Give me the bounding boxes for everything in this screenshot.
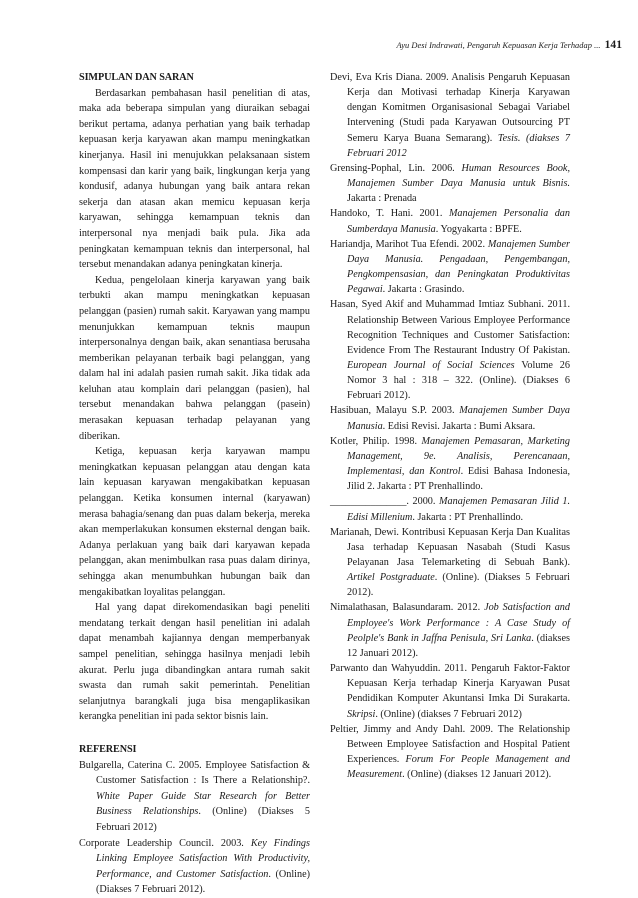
reference-text: Peltier, Jimmy and Andy Dahl. 2009. The Relationship Between Employee Satisfaction and Hospital Patient Experiences. [330, 723, 570, 766]
right-column [330, 70, 570, 782]
paragraph: Ketiga, kepuasan kerja karyawan mampu meningkatkan kepuasan pelanggan atau dengan kata lain kepuasan karyawan mengakibatkan kepuasan pelanggan. Ketika konsumen internal (karyawan) merasa bahagia/senang dan puas dalam bekerja, mereka akan memperlakukan konsumen eksternal dengan baik. Adanya perlakuan yang baik dari karyawan kepada pelanggan, akan menimbulkan rasa puas dalam dirinya, sehingga akan menumbuhkan hubungan baik dan mengakibatkan loyalitas pelanggan. [79, 446, 310, 598]
section-heading-simpulan: SIMPULAN DAN SARAN [79, 72, 194, 83]
reference-title: Manajemen Pemasaran, Marketing Management, 9e. Analisis, Perencanaan, Implementasi, dan Kontrol [347, 435, 570, 478]
paragraph: Hal yang dapat direkomendasikan bagi peneliti mendatang terkait dengan hasil penelitian ini adalah dapat menambah kajiannya dengan memperbanyak sampel penelitian, sehingga hasilnya menjadi lebih akurat. Perlu juga dibandingkan antara rumah sakit swasta dan rumah sakit pemerintah. Penelitian selanjutnya barangkali juga bisa mengaplikasikan kerangka penelitian ini pada sektor bisnis lain. [79, 602, 310, 723]
reference-text: . (diakses 12 Januari 2012). [347, 632, 570, 659]
reference-entry [330, 434, 570, 495]
reference-entry [330, 206, 570, 236]
reference-text: . Jakarta : PT Prenhallindo. [412, 511, 524, 523]
reference-text: Grensing-Pophal, Lin. 2006. [330, 162, 462, 174]
reference-text: Nimalathasan, Balasundaram. 2012. [330, 602, 485, 614]
reference-text: Marianah, Dewi. Kontribusi Kepuasan Kerja Dan Kualitas Jasa terhadap Kepuasan Nasabah (Studi Kasus Pelayanan Jasa Telemarketing di Sebuah Bank). [330, 526, 570, 568]
reference-entry [330, 494, 570, 524]
reference-text: Jakarta : Prenada [347, 193, 417, 205]
reference-title: Manajemen Sumber Daya Manusia. Pengadaan, Pengembangan, Pengkompensasian, dan Peningkatan Produktivitas Pegawai [347, 238, 570, 296]
reference-text: . Jakarta : Grasindo. [382, 284, 465, 296]
page-number: 141 [604, 39, 622, 51]
reference-entry [330, 661, 570, 722]
reference-text: Parwanto dan Wahyuddin. 2011. Pengaruh Faktor-Faktor Kepuasan Kerja terhadap Kinerja Karyawan Pusat Pendidikan Komputer Akuntansi Imka Di Surakarta. [330, 663, 570, 705]
reference-title: Key Findings Linking Employee Satisfaction With Productivity, Performance, and Customer Satisfaction [96, 837, 310, 880]
reference-text: . (Online) (Diakses 7 Februari 2012). [96, 868, 310, 896]
paragraph: Berdasarkan pembahasan hasil penelitian di atas, maka ada beberapa simpulan yang diuraikan sebagai berikut pertama, adanya perhatian yang baik terhadap kepuasan kerja karyawan akan mampu meningkatkan kinerjanya. Hasil ini menujukkan pelaksanaan sistem kompensasi dan karir yang baik, lingkungan kerja yang kondusif, adanya hubungan yang baik antara rekan sekerja dan atasan akan memicu kepuasan kerja karyawan, sehingga kemampuan teknis dan interpersonal nya menjadi baik pula. Jika ada peningkatan kemampuan teknis dan interpersonal, hal tersebut menandakan adanya peningkatan kinerja. [79, 87, 310, 271]
reference-title: Job Satisfaction and Employee's Work Performance : A Case Study of Peolple's Bank in Jaffna Penisula, Sri Lanka [347, 602, 570, 644]
reference-text: _______________. 2000. [330, 496, 440, 508]
reference-text: Hasan, Syed Akif and Muhammad Imtiaz Subhani. 2011. Relationship Between Various Employee Performance Recognition Techniques and Customer Satisfaction: Evidence From The Restaurant Industry Of Pakistan. [330, 299, 570, 356]
reference-text: Handoko, T. Hani. 2001. [330, 208, 449, 220]
reference-text: . (Online) (diakses 7 Februari 2012) [375, 708, 522, 720]
running-header [0, 39, 622, 51]
reference-text: Bulgarella, Caterina C. 2005. Employee Satisfaction & Customer Satisfaction : Is There a Relationship?. [79, 759, 310, 787]
reference-entry [330, 70, 570, 161]
reference-text: Hariandja, Marihot Tua Efendi. 2002. [330, 238, 488, 250]
reference-text: . (Online) (diakses 12 Januari 2012). [402, 769, 552, 781]
reference-entry [330, 161, 570, 206]
reference-text: . (Online) (Diakses 5 Februari 2012) [96, 806, 310, 833]
left-column [79, 70, 310, 898]
reference-entry [330, 600, 570, 661]
reference-entry [330, 297, 570, 403]
paragraph: Kedua, pengelolaan kinerja karyawan yang baik terbukti akan mampu meningkatkan kepuasan pelanggan (pasien) rumah sakit. Karyawan yang mampu menunjukkan kemampuan teknis maupun interpersonalnya dengan baik, akan senantiasa berusaha memberikan pelayanan terbaik bagi pelanggan, yang dalam hal ini adalah pasien rumah sakit. Jika tidak ada keluhan atau komplain dari pelanggan (pasien), hal tersebut menandakan bahwa pelanggan (pasein) merasakan kepuasan terhadap pelayanan yang diberikan. [79, 274, 310, 442]
reference-text: . Yogyakarta : BPFE. [435, 223, 522, 235]
reference-title: Manajemen Sumber Daya Manusia [347, 405, 570, 432]
reference-text: Volume 26 Nomor 3 hal : 318 – 322. (Online). (Diakses 6 Februari 2012). [347, 359, 570, 402]
reference-entry [330, 237, 570, 298]
reference-title: White Paper Guide Star Research for Better Business Relationships [96, 790, 310, 818]
reference-text: . (Online). (Diakses 5 Februari 2012). [347, 572, 571, 599]
reference-title: Manajemen Personalia dan Sumberdaya Manusia [347, 208, 570, 235]
reference-entry [79, 836, 310, 898]
reference-title: Tesis. (diakses 7 Februari 2012 [347, 132, 570, 159]
reference-text: Corporate Leadership Council. 2003. [79, 837, 251, 849]
reference-text: . Edisi Revisi. Jakarta : Bumi Aksara. [382, 420, 536, 432]
reference-title: Artikel Postgraduate [347, 572, 435, 584]
reference-title: Skripsi [347, 708, 376, 720]
reference-text: . Edisi Bahasa Indonesia, Jilid 2. Jakarta : PT Prenhallindo. [347, 466, 571, 493]
reference-entry [79, 758, 310, 836]
reference-text: Devi, Eva Kris Diana. 2009. Analisis Pengaruh Kepuasan Kerja dan Motivasi terhadap Kinerja Karyawan dengan Komitmen Organisasional Sebagai Variabel Intervening (Studi pada Karyawan Outsourcing PT Semeru Karya Buana Semarang). [330, 72, 570, 144]
reference-entry [330, 525, 570, 601]
reference-text: Kotler, Philip. 1998. [330, 435, 422, 447]
reference-text: Hasibuan, Malayu S.P. 2003. [330, 405, 460, 417]
reference-title: Forum For People Management and Measurement [347, 754, 571, 781]
reference-title: European Journal of Social Sciences [347, 359, 515, 371]
reference-title: Manajemen Pemasaran Jilid 1. Edisi Millenium [347, 496, 571, 523]
reference-title: Human Resources Book, Manajemen Sumber Daya Manusia untuk Bisnis. [347, 162, 570, 190]
running-title: Ayu Desi Indrawati, Pengaruh Kepuasan Kerja Terhadap ... [396, 41, 601, 50]
reference-entry [330, 403, 570, 433]
references-heading: REFERENSI [79, 743, 137, 755]
reference-entry [330, 722, 570, 783]
